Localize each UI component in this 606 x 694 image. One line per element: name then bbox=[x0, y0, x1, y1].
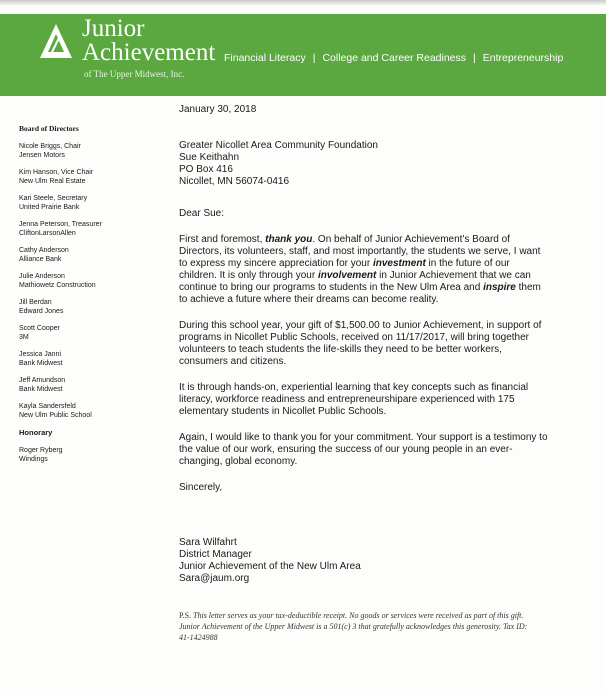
board-member bbox=[19, 402, 159, 420]
honorary-list bbox=[19, 446, 159, 464]
member-organization: Bank Midwest bbox=[19, 386, 63, 393]
postscript bbox=[179, 610, 529, 643]
program-areas bbox=[224, 52, 563, 64]
nav-separator: | bbox=[473, 52, 476, 64]
member-organization: Jensen Motors bbox=[19, 152, 65, 159]
recipient-line: Greater Nicollet Area Community Foundation bbox=[179, 140, 378, 151]
letter-date: January 30, 2018 bbox=[179, 104, 257, 115]
member-organization: 3M bbox=[19, 334, 29, 341]
board-heading: Board of Directors bbox=[19, 124, 79, 133]
board-list bbox=[19, 142, 159, 420]
member-name: Jenna Peterson, Treasurer bbox=[19, 221, 102, 228]
honorary-heading: Honorary bbox=[19, 428, 53, 437]
recipient-line: Nicollet, MN 56074-0416 bbox=[179, 176, 290, 187]
member-name: Kim Hanson, Vice Chair bbox=[19, 169, 94, 176]
member-organization: CliftonLarsonAllen bbox=[19, 230, 76, 237]
org-name-line1: Junior bbox=[82, 15, 145, 42]
board-member bbox=[19, 142, 159, 160]
member-name: Cathy Anderson bbox=[19, 247, 69, 254]
board-member bbox=[19, 350, 159, 368]
signature-block bbox=[179, 537, 549, 585]
board-member bbox=[19, 246, 159, 264]
board-member bbox=[19, 220, 159, 238]
member-name: Scott Cooper bbox=[19, 325, 60, 332]
salutation: Dear Sue: bbox=[179, 208, 225, 219]
board-member bbox=[19, 168, 159, 186]
member-organization: New Ulm Public School bbox=[19, 412, 92, 419]
ps-label: P.S. bbox=[179, 611, 194, 620]
board-member bbox=[19, 446, 159, 464]
board-sidebar bbox=[19, 124, 159, 472]
member-organization: Alliance Bank bbox=[19, 256, 62, 263]
paragraph-3: It is through hands-on, experiential learning that key concepts such as financial literacy, workforce readiness and entrepreneurshipare experienced with 175 elementary students in Nicollet Public Schools. bbox=[179, 382, 529, 417]
member-organization: Edward Jones bbox=[19, 308, 64, 315]
program-entrepreneurship: Entrepreneurship bbox=[482, 52, 564, 64]
program-financial-literacy: Financial Literacy bbox=[224, 52, 306, 64]
letter-body bbox=[179, 104, 549, 585]
board-member bbox=[19, 324, 159, 342]
member-name: Julie Anderson bbox=[19, 273, 65, 280]
board-member bbox=[19, 298, 159, 316]
board-member bbox=[19, 272, 159, 290]
member-organization: United Prairie Bank bbox=[19, 204, 80, 211]
recipient-line: PO Box 416 bbox=[179, 164, 233, 175]
recipient-address bbox=[179, 140, 549, 188]
ja-logo-icon bbox=[38, 22, 74, 62]
scan-edge bbox=[0, 0, 606, 6]
member-name: Nicole Briggs, Chair bbox=[19, 143, 81, 150]
member-organization: Mathiowetz Construction bbox=[19, 282, 96, 289]
paragraph-1: First and foremost, thank you. On behalf of Junior Achievement's Board of Directors, its volunteers, staff, and most importantly, the students we serve, I want to express my sincere appreciation for your investment in the future of our children. It is only through your involvement in Junior Achievement that we can continue to bring our programs to students in the New Ulm Area and inspire them to achieve a future where their dreams can become reality. bbox=[179, 234, 541, 305]
ps-text: This letter serves as your tax-deductible receipt. No goods or services were received as part of this gift. Junior Achievement of the Upper Midwest is a 501(c) 3 that gratefully acknowledges this generosity. Tax ID: 41-1424988 bbox=[179, 611, 528, 642]
board-member bbox=[19, 194, 159, 212]
member-name: Jessica Janni bbox=[19, 351, 62, 358]
nav-separator: | bbox=[312, 52, 316, 64]
member-name: Jeff Amundson bbox=[19, 377, 66, 384]
program-college-career: College and Career Readiness bbox=[322, 52, 467, 64]
signer-title: District Manager bbox=[179, 549, 252, 560]
paragraph-2: During this school year, your gift of $1,500.00 to Junior Achievement, in support of programs in Nicollet Public Schools, received on 11/17/2017, will bring together volunteers to teach students the life-skills they need to be better workers, consumers and citizens. bbox=[179, 320, 542, 367]
member-organization: Bank Midwest bbox=[19, 360, 63, 367]
closing: Sincerely, bbox=[179, 482, 223, 493]
signer-email: Sara@jaum.org bbox=[179, 573, 250, 584]
paragraph-4: Again, I would like to thank you for your commitment. Your support is a testimony to the value of our work, ensuring the success of our young people in an ever-changing, global economy. bbox=[179, 432, 548, 467]
recipient-line: Sue Keithahn bbox=[179, 152, 240, 163]
member-organization: New Ulm Real Estate bbox=[19, 178, 86, 185]
member-name: Kayla Sandersfeld bbox=[19, 403, 76, 410]
org-name-line2: Achievement bbox=[82, 39, 216, 66]
member-name: Jill Berdan bbox=[19, 299, 52, 306]
board-member bbox=[19, 376, 159, 394]
member-name: Kari Steele, Secretary bbox=[19, 195, 88, 202]
signer-org: Junior Achievement of the New Ulm Area bbox=[179, 561, 361, 572]
org-subtitle: of The Upper Midwest, Inc. bbox=[84, 69, 185, 79]
letterhead-banner bbox=[0, 14, 606, 96]
member-name: Roger Ryberg bbox=[19, 447, 63, 454]
member-organization: Windings bbox=[19, 456, 48, 463]
signer-name: Sara Wilfahrt bbox=[179, 537, 237, 548]
